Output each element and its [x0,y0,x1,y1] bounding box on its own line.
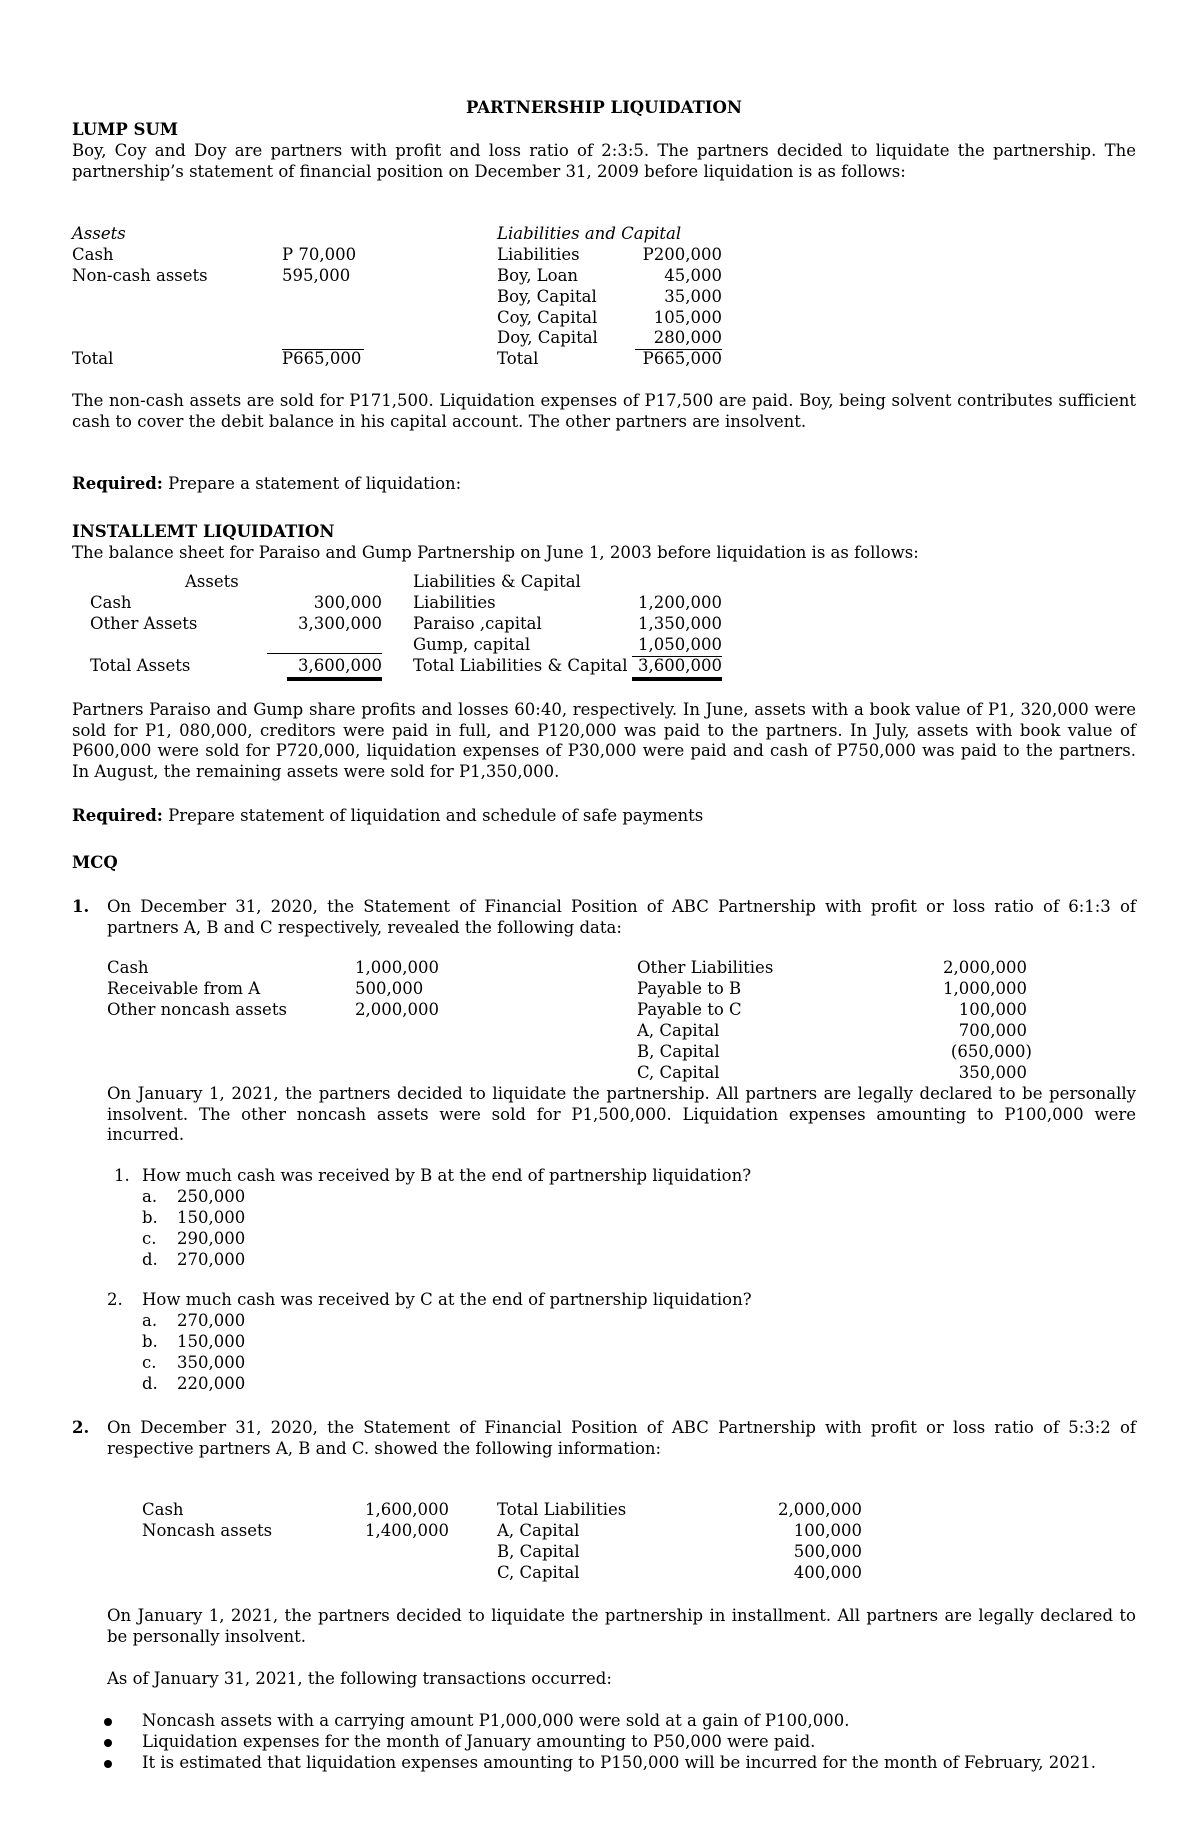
installment-liab-label: Gump, capital [413,635,531,654]
installment-assets-total-rule [267,653,382,654]
subquestion-number: 1. [114,1166,130,1185]
q1-left-value: 500,000 [355,979,424,998]
q1-left-value: 1,000,000 [355,958,439,977]
q1-right-value: (650,000) [950,1042,1032,1061]
installment-liab-value: 1,200,000 [638,593,722,612]
q1-right-value: 700,000 [958,1021,1027,1040]
installment-required [72,806,703,827]
bullet-icon [104,1760,112,1768]
lump-sum-asset-label: Non-cash assets [72,266,208,285]
choice-letter: c. [142,1229,157,1248]
q2-right-label: B, Capital [497,1542,580,1561]
q2-right-value: 500,000 [793,1542,862,1561]
q1-right-label: B, Capital [637,1042,720,1061]
q1-right-label: A, Capital [637,1021,720,1040]
lump-sum-liab-label: Boy, Loan [497,266,579,285]
q2-left-value: 1,600,000 [365,1500,449,1519]
q1-left-label: Receivable from A [107,979,261,998]
lump-sum-liab-value: 45,000 [664,266,722,285]
required-text: Prepare statement of liquidation and schedule of safe payments [162,806,704,825]
installment-liab-value: 1,050,000 [632,635,722,657]
lump-sum-assets-total: P665,000 [282,349,362,368]
q1-left-label: Other noncash assets [107,1000,287,1019]
subquestion-number: 2. [107,1290,123,1309]
lump-sum-liab-label: Boy, Capital [497,287,597,306]
choice-text: 350,000 [177,1353,246,1372]
lump-sum-liab-label: Liabilities [497,245,580,264]
q2-right-label: C, Capital [497,1563,580,1582]
choice-letter: b. [142,1332,158,1351]
lump-sum-liab-value: 35,000 [664,287,722,306]
q1-right-label: Payable to B [637,979,742,998]
q2-right-label: Total Liabilities [497,1500,627,1519]
choice-letter: c. [142,1353,157,1372]
lump-sum-liab-total-label: Total [497,349,539,368]
installment-assets-header: Assets [185,572,239,591]
question-narrative: On January 1, 2021, the partners decided to liquidate the partnership. All partners are legally declared to be personally insolvent. The other noncash assets were sold for P1,500,000. Liquidation expenses amounting to P100,000 were incurred. [107,1084,1136,1144]
q1-left-value: 2,000,000 [355,1000,439,1019]
subquestion-text: How much cash was received by C at the end of partnership liquidation? [142,1290,752,1309]
lump-sum-asset-value: 595,000 [282,266,351,285]
lump-sum-narrative: The non-cash assets are sold for P171,500. Liquidation expenses of P17,500 are paid. Boy, being solvent contributes sufficient cash to cover the debit balance in his capital account. The other partners are insolvent. [72,391,1136,431]
lump-sum-liab-value: 105,000 [653,308,722,327]
choice-letter: d. [142,1250,158,1269]
required-label: Required: [72,806,163,825]
lump-sum-intro: Boy, Coy and Doy are partners with profit and loss ratio of 2:3:5. The partners decided to liquidate the partnership. The partnership’s statement of financial position on December 31, 2009 before liquidation is as follows: [72,141,1136,181]
q2-right-value: 100,000 [793,1521,862,1540]
installment-asset-value: 3,300,000 [298,614,382,633]
installment-narrative: Partners Paraiso and Gump share profits and losses 60:40, respectively. In June, assets with a book value of P1, 320,000 were sold for P1, 080,000, creditors were paid in full, and P120,000 was paid to the partners. In July, assets with book value of P600,000 were sold for P720,000, liquidation expenses of P30,000 were paid and cash of P750,000 was paid to the partners. In August, the remaining assets were sold for P1,350,000. [72,700,1136,781]
required-text: Prepare a statement of liquidation: [162,474,462,493]
q2-right-label: A, Capital [497,1521,580,1540]
lump-sum-liab-value: 280,000 [635,328,722,350]
question-intro: On December 31, 2020, the Statement of Financial Position of ABC Partnership with profit or loss ratio of 6:1:3 of partners A, B and C respectively, revealed the following data: [107,897,1136,937]
lump-sum-liab-total: P665,000 [642,349,722,368]
transactions-intro: As of January 31, 2021, the following transactions occurred: [107,1669,612,1688]
q1-right-value: 1,000,000 [943,979,1027,998]
installment-heading: INSTALLEMT LIQUIDATION [72,522,335,541]
installment-asset-label: Other Assets [90,614,198,633]
installment-asset-value: 300,000 [313,593,382,612]
choice-letter: a. [142,1187,158,1206]
document-title: PARTNERSHIP LIQUIDATION [466,98,742,117]
lump-sum-liab-label: Coy, Capital [497,308,598,327]
installment-liab-total: 3,600,000 [632,656,722,681]
lump-sum-asset-value: P 70,000 [282,245,357,264]
question-intro: On December 31, 2020, the Statement of Financial Position of ABC Partnership with profit or loss ratio of 5:3:2 of respective partners A, B and C. showed the following information: [107,1418,1136,1458]
required-label: Required: [72,474,163,493]
q1-right-label: Other Liabilities [637,958,774,977]
q2-left-label: Noncash assets [142,1521,273,1540]
lump-sum-required [72,474,461,495]
choice-text: 150,000 [177,1332,246,1351]
lump-sum-liabilities-header: Liabilities and Capital [497,224,682,243]
q1-right-label: Payable to C [637,1000,742,1019]
q2-right-value: 2,000,000 [778,1500,862,1519]
bullet-item: Noncash assets with a carrying amount P1,000,000 were sold at a gain of P100,000. [142,1711,850,1730]
choice-letter: b. [142,1208,158,1227]
q2-left-value: 1,400,000 [365,1521,449,1540]
bullet-icon [104,1739,112,1747]
choice-text: 250,000 [177,1187,246,1206]
choice-text: 270,000 [177,1311,246,1330]
lump-sum-asset-label: Cash [72,245,114,264]
choice-letter: d. [142,1374,158,1393]
question-number: 2. [72,1418,90,1437]
installment-intro: The balance sheet for Paraiso and Gump Partnership on June 1, 2003 before liquidation is as follows: [72,543,919,562]
choice-text: 270,000 [177,1250,246,1269]
q1-left-label: Cash [107,958,149,977]
choice-text: 290,000 [177,1229,246,1248]
installment-liab-total-label: Total Liabilities & Capital [413,656,628,675]
question-narrative: On January 1, 2021, the partners decided to liquidate the partnership in installment. All partners are legally declared to be personally insolvent. [107,1606,1136,1646]
lump-sum-heading: LUMP SUM [72,120,179,139]
bullet-item: It is estimated that liquidation expenses amounting to P150,000 will be incurred for the month of February, 2021. [142,1753,1096,1772]
lump-sum-assets-total-label: Total [72,349,114,368]
q1-right-value: 100,000 [958,1000,1027,1019]
q1-right-value: 350,000 [958,1063,1027,1082]
choice-text: 150,000 [177,1208,246,1227]
lump-sum-liab-value: P200,000 [642,245,722,264]
choice-text: 220,000 [177,1374,246,1393]
installment-asset-label: Cash [90,593,132,612]
lump-sum-liab-label: Doy, Capital [497,328,598,347]
installment-liabilities-header: Liabilities & Capital [413,572,581,591]
bullet-icon [104,1718,112,1726]
installment-liab-label: Paraiso ,capital [413,614,542,633]
installment-liab-label: Liabilities [413,593,496,612]
choice-letter: a. [142,1311,158,1330]
installment-liab-value: 1,350,000 [638,614,722,633]
q2-right-value: 400,000 [793,1563,862,1582]
mcq-heading: MCQ [72,853,118,872]
bullet-item: Liquidation expenses for the month of January amounting to P50,000 were paid. [142,1732,816,1751]
q2-left-label: Cash [142,1500,184,1519]
installment-assets-total: 3,600,000 [287,656,382,681]
question-number: 1. [72,897,90,916]
q1-right-value: 2,000,000 [943,958,1027,977]
installment-assets-total-label: Total Assets [90,656,191,675]
lump-sum-assets-header: Assets [72,224,126,243]
subquestion-text: How much cash was received by B at the end of partnership liquidation? [142,1166,752,1185]
q1-right-label: C, Capital [637,1063,720,1082]
